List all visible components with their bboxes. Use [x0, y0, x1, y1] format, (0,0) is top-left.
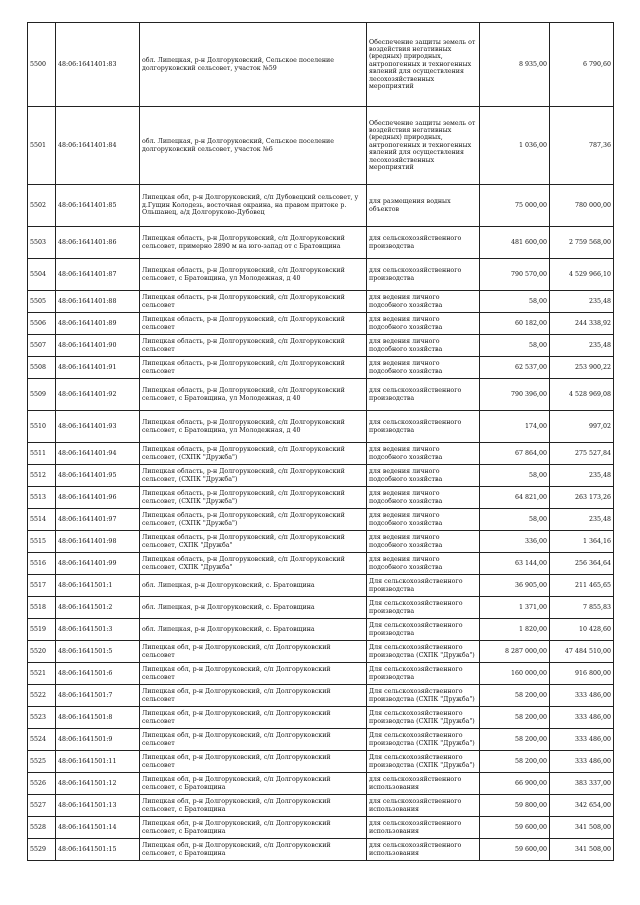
- area-cell: 62 537,00: [480, 357, 550, 379]
- cadastral-cost-cell: 47 484 510,00: [550, 641, 614, 663]
- row-number-cell: 5524: [28, 729, 56, 751]
- cadastral-cost-cell: 235,48: [550, 509, 614, 531]
- table-row: [28, 291, 614, 313]
- row-number-cell: 5510: [28, 411, 56, 443]
- address-cell: Липецкая обл, р-н Долгоруковский, с/п Долгоруковский сельсовет: [140, 707, 367, 729]
- cadastral-number-cell: 48:06:1641401:94: [56, 443, 140, 465]
- permitted-use-cell: для сельскохозяйственного использования: [367, 817, 480, 839]
- cadastral-cost-cell: 263 173,26: [550, 487, 614, 509]
- row-number-cell: 5519: [28, 619, 56, 641]
- permitted-use-cell: Обеспечение защиты земель от воздействия негативных (вредных) природных, антропогенных и техногенных явлений для осуществления лесохозяйственных мероприятий: [367, 107, 480, 185]
- area-cell: 1 371,00: [480, 597, 550, 619]
- cadastral-cost-cell: 383 337,00: [550, 773, 614, 795]
- area-cell: 59 800,00: [480, 795, 550, 817]
- table-row: [28, 379, 614, 411]
- cadastral-cost-cell: 2 759 568,00: [550, 227, 614, 259]
- area-cell: 8 935,00: [480, 23, 550, 107]
- row-number-cell: 5528: [28, 817, 56, 839]
- row-number-cell: 5506: [28, 313, 56, 335]
- row-number-cell: 5522: [28, 685, 56, 707]
- cadastral-cost-cell: 333 486,00: [550, 751, 614, 773]
- area-cell: 58,00: [480, 335, 550, 357]
- address-cell: Липецкая обл, р-н Долгоруковский, с/п Долгоруковский сельсовет, с Братовщина: [140, 773, 367, 795]
- table-row: [28, 597, 614, 619]
- table-row: [28, 227, 614, 259]
- cadastral-cost-cell: 916 800,00: [550, 663, 614, 685]
- cadastral-number-cell: 48:06:1641401:90: [56, 335, 140, 357]
- address-cell: Липецкая область, р-н Долгоруковский, с/п Долгоруковский сельсовет, с Братовщина, ул Молодежная, д 40: [140, 411, 367, 443]
- cadastral-number-cell: 48:06:1641401:88: [56, 291, 140, 313]
- permitted-use-cell: для сельскохозяйственного использования: [367, 839, 480, 861]
- row-number-cell: 5505: [28, 291, 56, 313]
- cadastral-number-cell: 48:06:1641401:86: [56, 227, 140, 259]
- area-cell: 160 000,00: [480, 663, 550, 685]
- table-row: [28, 729, 614, 751]
- table-row: [28, 465, 614, 487]
- permitted-use-cell: Для сельскохозяйственного производства: [367, 575, 480, 597]
- row-number-cell: 5509: [28, 379, 56, 411]
- cadastral-cost-cell: 211 465,65: [550, 575, 614, 597]
- area-cell: 67 864,00: [480, 443, 550, 465]
- permitted-use-cell: для сельскохозяйственного производства: [367, 411, 480, 443]
- area-cell: 63 144,00: [480, 553, 550, 575]
- cadastral-cost-cell: 235,48: [550, 291, 614, 313]
- address-cell: Липецкая область, р-н Долгоруковский, с/п Долгоруковский сельсовет, (СХПК "Дружба"): [140, 487, 367, 509]
- table-row: [28, 443, 614, 465]
- table-row: [28, 357, 614, 379]
- table-row: [28, 839, 614, 861]
- row-number-cell: 5501: [28, 107, 56, 185]
- address-cell: Липецкая область, р-н Долгоруковский, с/п Долгоруковский сельсовет: [140, 313, 367, 335]
- table-row: [28, 817, 614, 839]
- address-cell: Липецкая область, р-н Долгоруковский, с/п Долгоруковский сельсовет, примерно 2890 м на юго-запад от с Братовщина: [140, 227, 367, 259]
- cadastral-number-cell: 48:06:1641501:8: [56, 707, 140, 729]
- address-cell: обл. Липецкая, р-н Долгоруковский, с. Братовщина: [140, 619, 367, 641]
- area-cell: 790 396,00: [480, 379, 550, 411]
- cadastral-number-cell: 48:06:1641401:96: [56, 487, 140, 509]
- address-cell: Липецкая область, р-н Долгоруковский, с/п Долгоруковский сельсовет, с Братовщина, ул Молодежная, д 40: [140, 259, 367, 291]
- permitted-use-cell: Обеспечение защиты земель от воздействия негативных (вредных) природных, антропогенных и техногенных явлений для осуществления лесохозяйственных мероприятий: [367, 23, 480, 107]
- address-cell: Липецкая область, р-н Долгоруковский, с/п Долгоруковский сельсовет: [140, 291, 367, 313]
- permitted-use-cell: Для сельскохозяйственного производства: [367, 597, 480, 619]
- cadastral-cost-cell: 244 338,92: [550, 313, 614, 335]
- area-cell: 58 200,00: [480, 707, 550, 729]
- row-number-cell: 5503: [28, 227, 56, 259]
- table-row: [28, 751, 614, 773]
- area-cell: 59 600,00: [480, 817, 550, 839]
- table-row: [28, 531, 614, 553]
- table-row: [28, 619, 614, 641]
- cadastral-number-cell: 48:06:1641401:93: [56, 411, 140, 443]
- address-cell: обл. Липецкая, р-н Долгоруковский, Сельское поселение долгоруковский сельсовет, участок №59: [140, 23, 367, 107]
- cadastral-number-cell: 48:06:1641501:11: [56, 751, 140, 773]
- cadastral-cost-cell: 333 486,00: [550, 707, 614, 729]
- row-number-cell: 5513: [28, 487, 56, 509]
- row-number-cell: 5523: [28, 707, 56, 729]
- cadastral-number-cell: 48:06:1641501:15: [56, 839, 140, 861]
- cadastral-cost-cell: 275 527,84: [550, 443, 614, 465]
- table-row: [28, 553, 614, 575]
- permitted-use-cell: Для сельскохозяйственного производства (СХПК "Дружба"): [367, 729, 480, 751]
- address-cell: обл. Липецкая, р-н Долгоруковский, с. Братовщина: [140, 575, 367, 597]
- row-number-cell: 5508: [28, 357, 56, 379]
- permitted-use-cell: Для сельскохозяйственного производства (СХПК "Дружба"): [367, 685, 480, 707]
- address-cell: обл. Липецкая, р-н Долгоруковский, Сельское поселение долгоруковский сельсовет, участок №6: [140, 107, 367, 185]
- area-cell: 481 600,00: [480, 227, 550, 259]
- cadastral-cost-cell: 253 900,22: [550, 357, 614, 379]
- permitted-use-cell: для размещения водных объектов: [367, 185, 480, 227]
- cadastral-number-cell: 48:06:1641501:1: [56, 575, 140, 597]
- cadastral-cost-cell: 10 428,60: [550, 619, 614, 641]
- cadastral-number-cell: 48:06:1641401:91: [56, 357, 140, 379]
- area-cell: 64 821,00: [480, 487, 550, 509]
- cadastral-cost-cell: 6 790,60: [550, 23, 614, 107]
- cadastral-cost-cell: 4 529 966,10: [550, 259, 614, 291]
- row-number-cell: 5520: [28, 641, 56, 663]
- permitted-use-cell: Для сельскохозяйственного производства (СХПК "Дружба"): [367, 641, 480, 663]
- address-cell: Липецкая область, р-н Долгоруковский, с/п Долгоруковский сельсовет, СХПК "Дружба": [140, 531, 367, 553]
- row-number-cell: 5514: [28, 509, 56, 531]
- address-cell: Липецкая обл, р-н Долгоруковский, с/п Долгоруковский сельсовет: [140, 751, 367, 773]
- permitted-use-cell: Для сельскохозяйственного производства: [367, 619, 480, 641]
- cadastral-number-cell: 48:06:1641501:7: [56, 685, 140, 707]
- permitted-use-cell: Для сельскохозяйственного производства: [367, 663, 480, 685]
- area-cell: 60 182,00: [480, 313, 550, 335]
- cadastral-number-cell: 48:06:1641401:95: [56, 465, 140, 487]
- address-cell: Липецкая область, р-н Долгоруковский, с/п Долгоруковский сельсовет, (СХПК "Дружба"): [140, 443, 367, 465]
- permitted-use-cell: для ведения личного подсобного хозяйства: [367, 531, 480, 553]
- row-number-cell: 5527: [28, 795, 56, 817]
- area-cell: 58 200,00: [480, 751, 550, 773]
- cadastral-number-cell: 48:06:1641401:99: [56, 553, 140, 575]
- row-number-cell: 5526: [28, 773, 56, 795]
- area-cell: 336,00: [480, 531, 550, 553]
- permitted-use-cell: для ведения личного подсобного хозяйства: [367, 291, 480, 313]
- area-cell: 58,00: [480, 291, 550, 313]
- row-number-cell: 5518: [28, 597, 56, 619]
- address-cell: Липецкая обл, р-н Долгоруковский, с/п Долгоруковский сельсовет: [140, 663, 367, 685]
- permitted-use-cell: для сельскохозяйственного использования: [367, 773, 480, 795]
- cadastral-cost-cell: 256 364,64: [550, 553, 614, 575]
- address-cell: Липецкая обл, р-н Долгоруковский, с/п Долгоруковский сельсовет, с Братовщина: [140, 839, 367, 861]
- area-cell: 8 287 000,00: [480, 641, 550, 663]
- area-cell: 59 600,00: [480, 839, 550, 861]
- table-row: [28, 795, 614, 817]
- table-row: [28, 23, 614, 107]
- permitted-use-cell: для ведения личного подсобного хозяйства: [367, 509, 480, 531]
- cadastral-number-cell: 48:06:1641501:9: [56, 729, 140, 751]
- permitted-use-cell: для сельскохозяйственного производства: [367, 227, 480, 259]
- cadastral-number-cell: 48:06:1641401:85: [56, 185, 140, 227]
- table-row: [28, 335, 614, 357]
- table-row: [28, 259, 614, 291]
- area-cell: 58,00: [480, 465, 550, 487]
- address-cell: обл. Липецкая, р-н Долгоруковский, с. Братовщина: [140, 597, 367, 619]
- address-cell: Липецкая обл, р-н Долгоруковский, с/п Долгоруковский сельсовет: [140, 685, 367, 707]
- table-row: [28, 575, 614, 597]
- permitted-use-cell: для сельскохозяйственного производства: [367, 259, 480, 291]
- cadastral-cost-cell: 1 364,16: [550, 531, 614, 553]
- row-number-cell: 5502: [28, 185, 56, 227]
- area-cell: 75 000,00: [480, 185, 550, 227]
- address-cell: Липецкая обл, р-н Долгоруковский, с/п Дубовецкий сельсовет, у д.Гущин Колодезь, восточная окраина, на правом притоке р. Ольшанец, а/д Долгоруково-Дубовец: [140, 185, 367, 227]
- table-row: [28, 663, 614, 685]
- cadastral-number-cell: 48:06:1641401:89: [56, 313, 140, 335]
- table-row: [28, 487, 614, 509]
- address-cell: Липецкая обл, р-н Долгоруковский, с/п Долгоруковский сельсовет, с Братовщина: [140, 795, 367, 817]
- cadastral-cost-cell: 4 528 969,08: [550, 379, 614, 411]
- cadastral-number-cell: 48:06:1641501:12: [56, 773, 140, 795]
- cadastral-number-cell: 48:06:1641501:14: [56, 817, 140, 839]
- permitted-use-cell: для ведения личного подсобного хозяйства: [367, 357, 480, 379]
- row-number-cell: 5500: [28, 23, 56, 107]
- permitted-use-cell: для сельскохозяйственного производства: [367, 379, 480, 411]
- table-row: [28, 685, 614, 707]
- area-cell: 174,00: [480, 411, 550, 443]
- cadastral-number-cell: 48:06:1641501:5: [56, 641, 140, 663]
- cadastral-cost-cell: 342 654,00: [550, 795, 614, 817]
- permitted-use-cell: для ведения личного подсобного хозяйства: [367, 313, 480, 335]
- address-cell: Липецкая область, р-н Долгоруковский, с/п Долгоруковский сельсовет: [140, 357, 367, 379]
- permitted-use-cell: для ведения личного подсобного хозяйства: [367, 553, 480, 575]
- row-number-cell: 5512: [28, 465, 56, 487]
- area-cell: 58,00: [480, 509, 550, 531]
- cadastral-number-cell: 48:06:1641401:98: [56, 531, 140, 553]
- cadastral-number-cell: 48:06:1641401:97: [56, 509, 140, 531]
- table-row: [28, 411, 614, 443]
- table-row: [28, 773, 614, 795]
- table-row: [28, 509, 614, 531]
- permitted-use-cell: для ведения личного подсобного хозяйства: [367, 443, 480, 465]
- table-row: [28, 313, 614, 335]
- cadastral-cost-cell: 333 486,00: [550, 685, 614, 707]
- cadastral-number-cell: 48:06:1641501:6: [56, 663, 140, 685]
- area-cell: 790 570,00: [480, 259, 550, 291]
- table-row: [28, 707, 614, 729]
- area-cell: 1 036,00: [480, 107, 550, 185]
- row-number-cell: 5517: [28, 575, 56, 597]
- row-number-cell: 5515: [28, 531, 56, 553]
- cadastral-number-cell: 48:06:1641501:3: [56, 619, 140, 641]
- cadastral-number-cell: 48:06:1641401:83: [56, 23, 140, 107]
- table-row: [28, 641, 614, 663]
- permitted-use-cell: Для сельскохозяйственного производства (СХПК "Дружба"): [367, 751, 480, 773]
- area-cell: 58 200,00: [480, 729, 550, 751]
- table-row: [28, 107, 614, 185]
- row-number-cell: 5525: [28, 751, 56, 773]
- cadastral-cost-cell: 787,36: [550, 107, 614, 185]
- cadastral-number-cell: 48:06:1641401:87: [56, 259, 140, 291]
- cadastral-number-cell: 48:06:1641401:92: [56, 379, 140, 411]
- row-number-cell: 5529: [28, 839, 56, 861]
- cadastral-cost-cell: 333 486,00: [550, 729, 614, 751]
- address-cell: Липецкая обл, р-н Долгоруковский, с/п Долгоруковский сельсовет: [140, 641, 367, 663]
- cadastral-number-cell: 48:06:1641401:84: [56, 107, 140, 185]
- address-cell: Липецкая область, р-н Долгоруковский, с/п Долгоруковский сельсовет, с Братовщина, ул Молодежная, д 40: [140, 379, 367, 411]
- table-row: [28, 185, 614, 227]
- cadastral-number-cell: 48:06:1641501:2: [56, 597, 140, 619]
- area-cell: 58 200,00: [480, 685, 550, 707]
- table-body: [28, 23, 614, 861]
- cadastral-cost-cell: 341 508,00: [550, 839, 614, 861]
- area-cell: 36 905,00: [480, 575, 550, 597]
- row-number-cell: 5516: [28, 553, 56, 575]
- cadastral-cost-cell: 7 855,83: [550, 597, 614, 619]
- area-cell: 1 820,00: [480, 619, 550, 641]
- cadastral-cost-cell: 780 000,00: [550, 185, 614, 227]
- cadastral-cost-cell: 997,02: [550, 411, 614, 443]
- cadastral-number-cell: 48:06:1641501:13: [56, 795, 140, 817]
- row-number-cell: 5521: [28, 663, 56, 685]
- permitted-use-cell: для сельскохозяйственного использования: [367, 795, 480, 817]
- cadastral-cost-cell: 341 508,00: [550, 817, 614, 839]
- row-number-cell: 5507: [28, 335, 56, 357]
- row-number-cell: 5504: [28, 259, 56, 291]
- document-page: [27, 22, 613, 861]
- address-cell: Липецкая обл, р-н Долгоруковский, с/п Долгоруковский сельсовет: [140, 729, 367, 751]
- cadastral-cost-cell: 235,48: [550, 335, 614, 357]
- permitted-use-cell: для ведения личного подсобного хозяйства: [367, 335, 480, 357]
- address-cell: Липецкая обл, р-н Долгоруковский, с/п Долгоруковский сельсовет, с Братовщина: [140, 817, 367, 839]
- permitted-use-cell: для ведения личного подсобного хозяйства: [367, 465, 480, 487]
- row-number-cell: 5511: [28, 443, 56, 465]
- cadastral-cost-cell: 235,48: [550, 465, 614, 487]
- area-cell: 66 900,00: [480, 773, 550, 795]
- address-cell: Липецкая область, р-н Долгоруковский, с/п Долгоруковский сельсовет, СХПК "Дружба": [140, 553, 367, 575]
- permitted-use-cell: Для сельскохозяйственного производства (СХПК "Дружба"): [367, 707, 480, 729]
- permitted-use-cell: для ведения личного подсобного хозяйства: [367, 487, 480, 509]
- address-cell: Липецкая область, р-н Долгоруковский, с/п Долгоруковский сельсовет: [140, 335, 367, 357]
- address-cell: Липецкая область, р-н Долгоруковский, с/п Долгоруковский сельсовет, (СХПК "Дружба"): [140, 509, 367, 531]
- land-plots-table: [27, 22, 614, 861]
- address-cell: Липецкая область, р-н Долгоруковский, с/п Долгоруковский сельсовет, (СХПК "Дружба"): [140, 465, 367, 487]
